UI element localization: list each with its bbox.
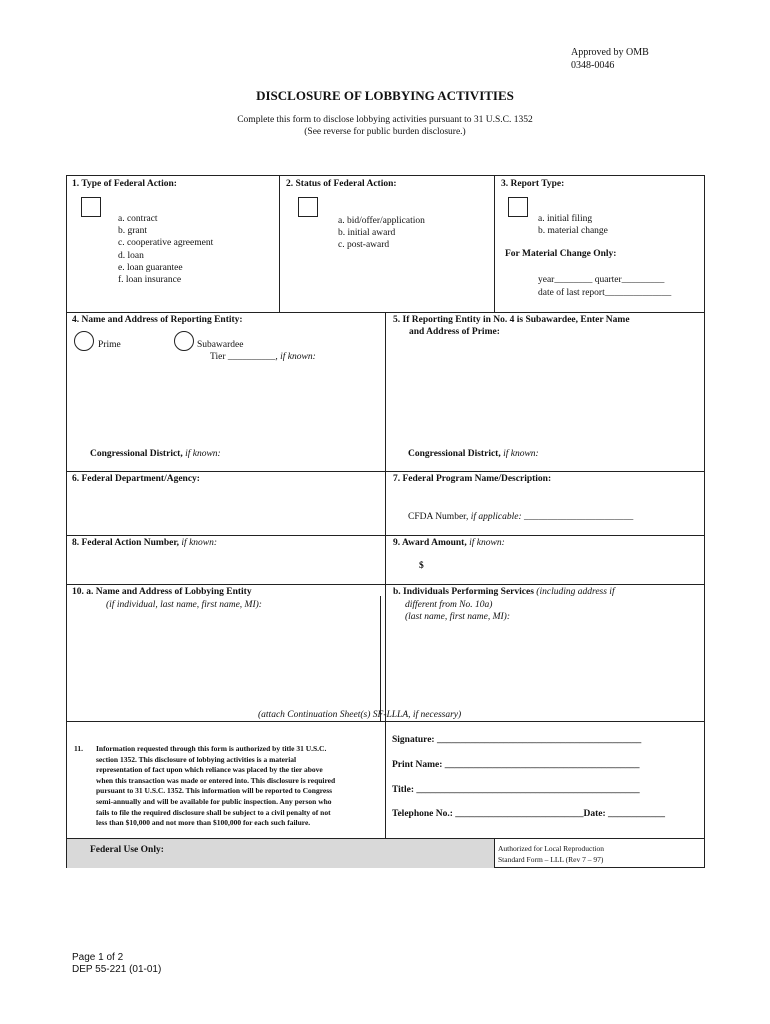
option-bid-offer: a. bid/offer/application [338, 216, 425, 226]
status-options [338, 215, 425, 252]
district-if-known: if known: [500, 449, 539, 459]
option-loan: d. loan [118, 250, 144, 261]
award-amount-label [393, 538, 505, 548]
individuals-note-2: different from No. 10a) [405, 600, 493, 610]
divider [494, 176, 495, 312]
page-number: Page 1 of 2 [72, 952, 124, 963]
disclosure-line: Information requested through this form is authorized by title 31 U.S.C. [96, 744, 327, 753]
report-type-checkbox[interactable] [508, 197, 528, 217]
authorized-reproduction: Authorized for Local Reproduction [498, 844, 605, 853]
type-of-action-label: 1. Type of Federal Action: [72, 179, 177, 189]
type-of-action-options [118, 213, 213, 286]
divider [385, 312, 386, 721]
omb-approval [571, 46, 649, 72]
option-grant: b. grant [118, 226, 148, 237]
program-name-label: 7. Federal Program Name/Description: [393, 474, 552, 484]
prime-entity-label-2: and Address of Prime: [409, 327, 500, 337]
year-quarter-field[interactable]: year________ quarter_________ [538, 275, 665, 285]
disclosure-line: less than $10,000 and not more than $100,000 for each such failure. [96, 818, 311, 828]
report-type-label: 3. Report Type: [501, 179, 565, 189]
date-last-report-field[interactable]: date of last report______________ [538, 288, 672, 298]
divider [494, 838, 495, 868]
individuals-label: b. Individuals Performing Services [393, 587, 534, 597]
action-number-label: 8. Federal Action Number, [72, 538, 180, 548]
lobbying-entity-label: 10. a. Name and Address of Lobbying Entity [72, 587, 252, 597]
federal-use-only-label: Federal Use Only: [90, 845, 164, 855]
action-number-if-known: if known: [179, 538, 218, 548]
option-initial-filing: a. initial filing [538, 214, 593, 224]
divider [67, 471, 704, 472]
option-loan-insurance: f. loan insurance [118, 275, 182, 286]
option-initial-award: b. initial award [338, 228, 396, 239]
omb-number: 0348-0046 [571, 60, 615, 71]
individuals-note-1: (including address if [533, 587, 615, 597]
option-loan-guarantee: e. loan guarantee [118, 262, 183, 273]
divider [67, 535, 704, 536]
tier-blank: Tier __________, [210, 352, 278, 362]
option-material-change: b. material change [538, 226, 608, 237]
lobbying-entity-note: (if individual, last name, first name, MI): [106, 600, 262, 610]
reporting-entity-label: 4. Name and Address of Reporting Entity: [72, 315, 243, 325]
dollar-sign: $ [419, 561, 424, 571]
option-contract: a. contract [118, 214, 158, 224]
print-name-field[interactable]: Print Name: _________________________________________ [392, 760, 640, 770]
material-change-label: For Material Change Only: [505, 249, 617, 259]
subawardee-radio[interactable] [174, 331, 194, 351]
page-footer [72, 952, 161, 976]
federal-department-label: 6. Federal Department/Agency: [72, 474, 200, 484]
individuals-note-3: (last name, first name, MI): [405, 612, 511, 622]
subtitle-line-1: Complete this form to disclose lobbying activities pursuant to 31 U.S.C. 1352 [237, 115, 533, 125]
divider [279, 176, 280, 312]
form-code: DEP 55-221 (01-01) [72, 964, 162, 975]
prime-label: Prime [98, 340, 121, 350]
district-label: Congressional District, [90, 449, 183, 459]
standard-form-rev: Standard Form – LLL (Rev 7 – 97) [498, 855, 604, 864]
subtitle-line-2: (See reverse for public burden disclosure.) [304, 127, 466, 137]
disclosure-line: semi-annually and will be available for public inspection. Any person who [96, 796, 332, 806]
option-cooperative-agreement: c. cooperative agreement [118, 238, 214, 249]
individuals-performing-label [393, 587, 615, 597]
tier-if-known: if known: [277, 352, 316, 362]
prime-entity-label-1: 5. If Reporting Entity in No. 4 is Subawardee, Enter Name [393, 315, 630, 325]
status-of-action-label: 2. Status of Federal Action: [286, 179, 397, 189]
divider [67, 584, 704, 585]
federal-action-number-label [72, 538, 217, 548]
disclosure-line: representation of fact upon which reliance was placed by the tier above [96, 765, 323, 775]
district-label: Congressional District, [408, 449, 501, 459]
page-subtitle [0, 114, 770, 138]
type-of-action-checkbox[interactable] [81, 197, 101, 217]
congressional-district-5 [408, 449, 539, 459]
cfda-number-field[interactable] [408, 511, 633, 523]
standard-form-info [498, 843, 604, 865]
title-field[interactable]: Title: _______________________________________________ [392, 785, 640, 795]
disclosure-line: pursuant to 31 U.S.C. 1352. This information will be reported to Congress [96, 786, 333, 796]
divider [385, 721, 386, 838]
divider [380, 596, 381, 721]
section-11-number: 11. [74, 744, 83, 753]
report-type-options [538, 213, 608, 237]
cfda-label: CFDA Number, [408, 512, 469, 522]
disclosure-line: when this transaction was made or entered into. This disclosure is required [96, 775, 336, 785]
omb-line-1: Approved by OMB [571, 47, 649, 58]
prime-radio[interactable] [74, 331, 94, 351]
continuation-sheet-note: (attach Continuation Sheet(s) SF-LLLA, if necessary) [258, 710, 462, 720]
award-label: 9. Award Amount, [393, 538, 467, 548]
section-11-disclosure-text [96, 744, 379, 829]
disclosure-line: fails to file the required disclosure shall be subject to a civil penalty of not [96, 807, 331, 817]
signature-field[interactable]: Signature: ___________________________________________ [392, 735, 642, 745]
option-post-award: c. post-award [338, 240, 390, 251]
page-title: DISCLOSURE OF LOBBYING ACTIVITIES [256, 88, 514, 103]
subawardee-label: Subawardee [197, 340, 244, 350]
status-of-action-checkbox[interactable] [298, 197, 318, 217]
district-if-known: if known: [182, 449, 221, 459]
award-if-known: if known: [466, 538, 505, 548]
disclosure-form [66, 175, 705, 868]
congressional-district-4 [90, 449, 221, 459]
cfda-if-applicable: if applicable: [468, 512, 522, 522]
disclosure-line: section 1352. This disclosure of lobbying activities is a material [96, 754, 297, 764]
telephone-date-field[interactable]: Telephone No.: ___________________________Date: ____________ [392, 809, 666, 819]
cfda-blank: _______________________ [521, 512, 634, 522]
tier-field[interactable] [210, 351, 316, 363]
